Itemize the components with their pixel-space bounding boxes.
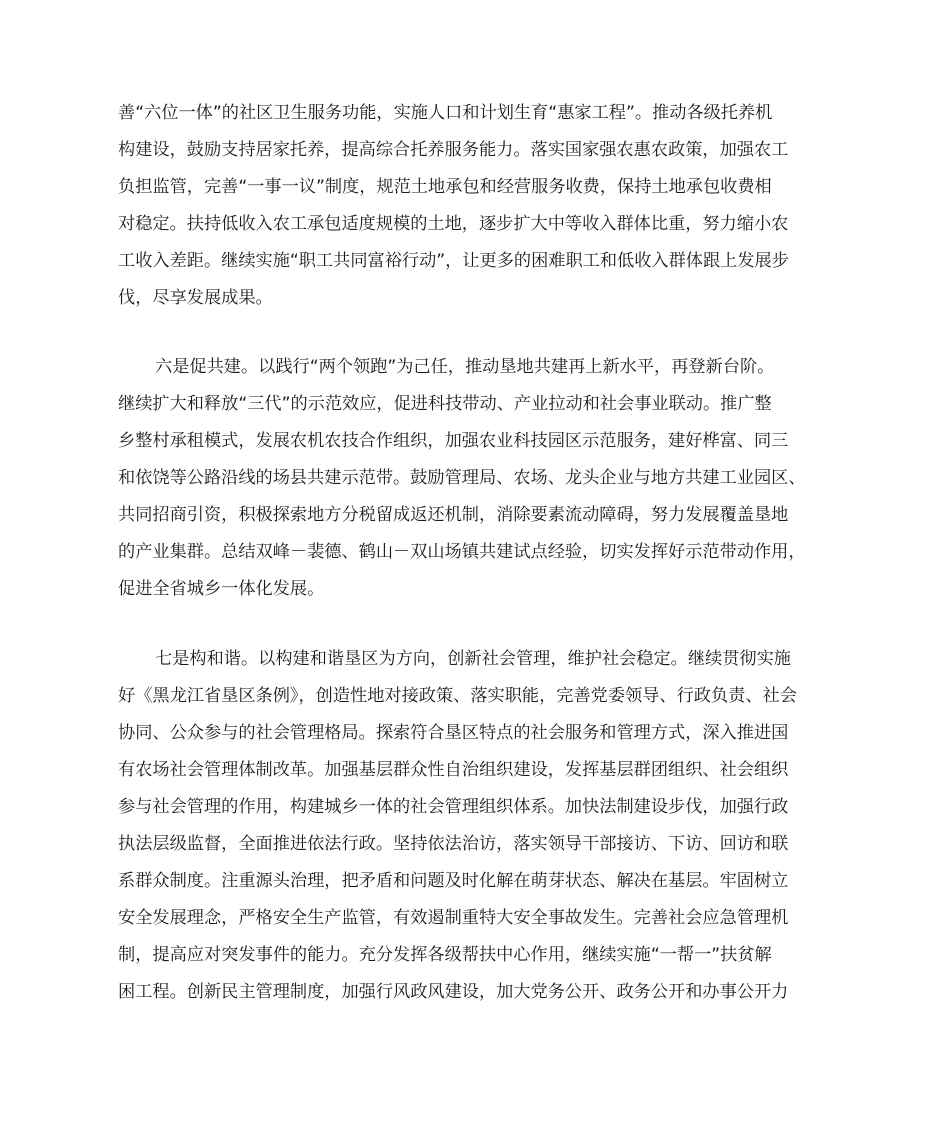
- paragraph-line: 系群众制度。注重源头治理，把矛盾和问题及时化解在萌芽状态、解决在基层。牢固树立: [118, 871, 789, 891]
- paragraph-line: 促进全省城乡一体化发展。: [118, 579, 325, 599]
- paragraph-line: 有农场社会管理体制改革。加强基层群众性自治组织建设，发挥基层群团组织、社会组织: [118, 760, 789, 780]
- paragraph-line: 乡整村承租模式，发展农机农技合作组织，加强农业科技园区示范服务，建好桦富、同三: [118, 431, 789, 451]
- paragraph-line: 构建设，鼓励支持居家托养，提高综合托养服务能力。落实国家强农惠农政策，加强农工: [118, 140, 789, 160]
- paragraph-line: 工收入差距。继续实施“职工共同富裕行动”，让更多的困难职工和低收入群体跟上发展步: [118, 251, 789, 271]
- paragraph-line: 的产业集群。总结双峰－裴德、鹤山－双山场镇共建试点经验，切实发挥好示范带动作用，: [118, 542, 806, 562]
- paragraph-line: 共同招商引资，积极探索地方分税留成返还机制，消除要素流动障碍，努力发展覆盖垦地: [118, 505, 789, 525]
- paragraph-line: 继续扩大和释放“三代”的示范效应，促进科技带动、产业拉动和社会事业联动。推广整: [118, 394, 772, 414]
- paragraph-line: 好《黑龙江省垦区条例》，创造性地对接政策、落实职能，完善党委领导、行政负责、社会: [118, 686, 797, 706]
- paragraph-line: 制，提高应对突发事件的能力。充分发挥各级帮扶中心作用，继续实施“一帮一”扶贫解: [118, 945, 772, 965]
- paragraph-line: 负担监管，完善“一事一议”制度，规范土地承包和经营服务收费，保持土地承包收费相: [118, 177, 772, 197]
- paragraph-line: 和依饶等公路沿线的场县共建示范带。鼓励管理局、农场、龙头企业与地方共建工业园区、: [118, 468, 806, 488]
- paragraph-first-line: 七是构和谐。以构建和谐垦区为方向，创新社会管理，维护社会稳定。继续贯彻实施: [155, 649, 791, 669]
- paragraph-line: 协同、公众参与的社会管理格局。探索符合垦区特点的社会服务和管理方式，深入推进国: [118, 723, 789, 743]
- paragraph-line: 参与社会管理的作用，构建城乡一体的社会管理组织体系。加快法制建设步伐，加强行政: [118, 797, 789, 817]
- paragraph-line: 善“六位一体”的社区卫生服务功能，实施人口和计划生育“惠家工程”。推动各级托养机: [118, 103, 773, 123]
- paragraph-line: 安全发展理念，严格安全生产监管，有效遏制重特大安全事故发生。完善社会应急管理机: [118, 908, 789, 928]
- paragraph-line: 伐，尽享发展成果。: [118, 288, 273, 308]
- paragraph-first-line: 六是促共建。以践行“两个领跑”为己任，推动垦地共建再上新水平，再登新台阶。: [155, 357, 775, 377]
- paragraph-line: 执法层级监督，全面推进依法行政。坚持依法治访，落实领导干部接访、下访、回访和联: [118, 834, 789, 854]
- paragraph-line: 困工程。创新民主管理制度，加强行风政风建设，加大党务公开、政务公开和办事公开力: [118, 982, 789, 1002]
- paragraph-line: 对稳定。扶持低收入农工承包适度规模的土地，逐步扩大中等收入群体比重，努力缩小农: [118, 214, 789, 234]
